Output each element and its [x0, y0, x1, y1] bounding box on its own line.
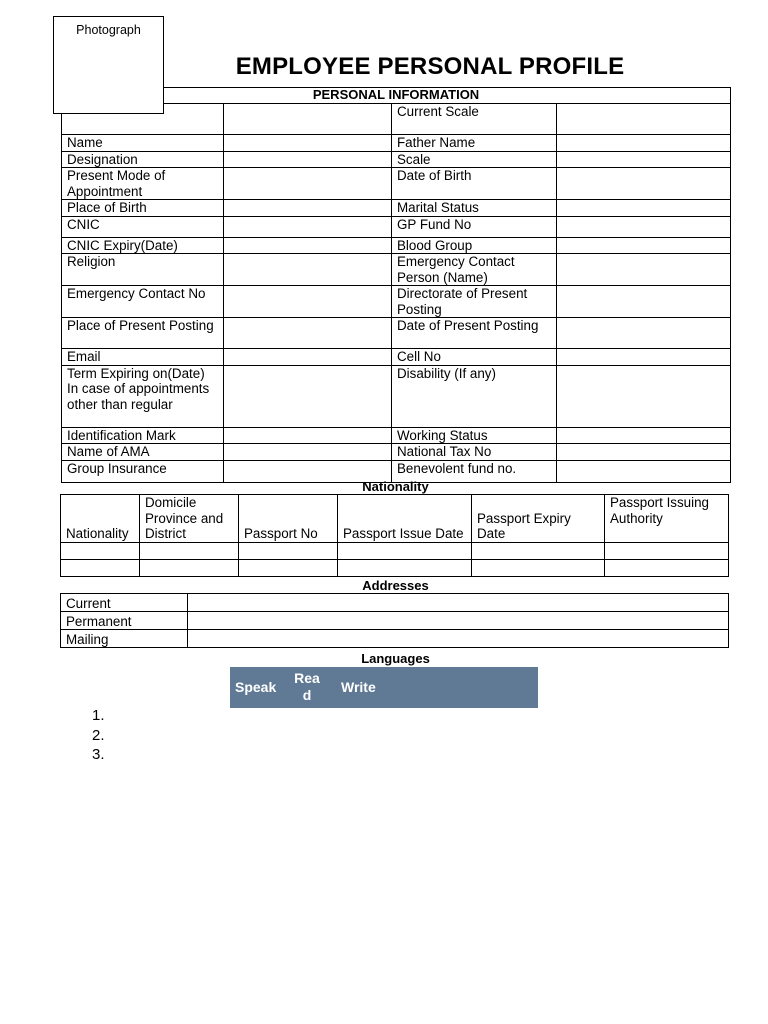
field-label: Designation — [62, 151, 224, 168]
field-label: Current Scale — [392, 104, 557, 135]
address-value[interactable] — [188, 594, 729, 612]
table-cell[interactable] — [605, 559, 729, 576]
field-value[interactable] — [557, 254, 731, 286]
field-value[interactable] — [557, 135, 731, 152]
table-cell[interactable] — [338, 542, 472, 559]
field-value[interactable] — [557, 104, 731, 135]
table-cell[interactable] — [140, 542, 239, 559]
field-value[interactable] — [224, 254, 392, 286]
speak-column-label: Speak — [235, 679, 277, 695]
field-value[interactable] — [557, 237, 731, 254]
write-column-label: Write — [341, 679, 376, 695]
field-value[interactable] — [557, 168, 731, 200]
passport-issuing-authority-header: Passport Issuing Authority — [605, 495, 729, 543]
field-label: Disability (If any) — [392, 365, 557, 427]
personal-information-table — [61, 87, 731, 483]
document-title: EMPLOYEE PERSONAL PROFILE — [235, 53, 625, 80]
read-column-label: Read — [294, 670, 320, 703]
field-label: CNIC Expiry(Date) — [62, 237, 224, 254]
field-value[interactable] — [224, 135, 392, 152]
field-label: Directorate of Present Posting — [392, 286, 557, 318]
table-cell[interactable] — [61, 542, 140, 559]
field-label: Father Name — [392, 135, 557, 152]
field-value[interactable] — [224, 286, 392, 318]
field-label: GP Fund No — [392, 216, 557, 237]
field-label: Emergency Contact No — [62, 286, 224, 318]
field-value[interactable] — [557, 216, 731, 237]
list-item: 3. — [92, 746, 105, 763]
addresses-table — [60, 593, 729, 648]
photograph-label: Photograph — [76, 23, 141, 37]
table-row — [61, 559, 729, 576]
field-value[interactable] — [224, 349, 392, 366]
field-label: Name of AMA — [62, 444, 224, 461]
languages-heading: Languages — [361, 651, 430, 666]
field-value[interactable] — [224, 365, 392, 427]
field-label: Scale — [392, 151, 557, 168]
nationality-header: Nationality — [61, 495, 140, 543]
table-cell[interactable] — [605, 542, 729, 559]
passport-no-header: Passport No — [239, 495, 338, 543]
field-label: Working Status — [392, 427, 557, 444]
field-value[interactable] — [557, 444, 731, 461]
table-cell[interactable] — [472, 559, 605, 576]
field-label: Place of Birth — [62, 200, 224, 217]
field-value[interactable] — [224, 444, 392, 461]
field-value[interactable] — [224, 318, 392, 349]
table-row — [61, 542, 729, 559]
field-value[interactable] — [557, 365, 731, 427]
list-item: 2. — [92, 726, 105, 744]
field-label: Religion — [62, 254, 224, 286]
field-label: Name — [62, 135, 224, 152]
field-label: Benevolent fund no. — [392, 460, 557, 482]
address-value[interactable] — [188, 630, 729, 648]
field-value[interactable] — [224, 216, 392, 237]
address-label-current: Current — [61, 594, 188, 612]
personal-information-heading: PERSONAL INFORMATION — [62, 88, 731, 104]
languages-list — [92, 707, 105, 766]
field-label: CNIC — [62, 216, 224, 237]
field-label: Blood Group — [392, 237, 557, 254]
field-label: Email — [62, 349, 224, 366]
field-label: Date of Present Posting — [392, 318, 557, 349]
field-value[interactable] — [557, 286, 731, 318]
field-value[interactable] — [557, 200, 731, 217]
nationality-table — [60, 494, 729, 577]
table-cell[interactable] — [239, 542, 338, 559]
address-label-permanent: Permanent — [61, 612, 188, 630]
table-cell[interactable] — [472, 542, 605, 559]
field-label: Place of Present Posting — [62, 318, 224, 349]
field-value[interactable] — [557, 427, 731, 444]
field-label: Identification Mark — [62, 427, 224, 444]
list-item: 1. — [92, 707, 105, 724]
field-value[interactable] — [224, 200, 392, 217]
domicile-header: Domicile Province and District — [140, 495, 239, 543]
table-cell[interactable] — [338, 559, 472, 576]
field-value[interactable] — [224, 427, 392, 444]
field-label: Cell No — [392, 349, 557, 366]
languages-header-bar — [230, 667, 538, 708]
field-label: Emergency Contact Person (Name) — [392, 254, 557, 286]
field-label: Marital Status — [392, 200, 557, 217]
table-cell[interactable] — [61, 559, 140, 576]
address-label-mailing: Mailing — [61, 630, 188, 648]
field-label: Group Insurance — [62, 460, 224, 482]
field-label: Present Mode of Appointment — [62, 168, 224, 200]
field-value[interactable] — [224, 151, 392, 168]
field-value[interactable] — [224, 168, 392, 200]
passport-expiry-date-header: Passport Expiry Date — [472, 495, 605, 543]
address-value[interactable] — [188, 612, 729, 630]
table-cell[interactable] — [239, 559, 338, 576]
passport-issue-date-header: Passport Issue Date — [338, 495, 472, 543]
field-value[interactable] — [557, 151, 731, 168]
table-cell[interactable] — [140, 559, 239, 576]
field-value[interactable] — [224, 104, 392, 135]
field-label: Date of Birth — [392, 168, 557, 200]
field-label: Term Expiring on(Date) In case of appointments other than regular — [62, 365, 224, 427]
field-label: National Tax No — [392, 444, 557, 461]
field-value[interactable] — [557, 318, 731, 349]
photograph-box — [53, 16, 164, 114]
field-value[interactable] — [224, 237, 392, 254]
addresses-heading: Addresses — [362, 578, 429, 593]
nationality-heading: Nationality — [362, 479, 429, 494]
field-value[interactable] — [557, 349, 731, 366]
